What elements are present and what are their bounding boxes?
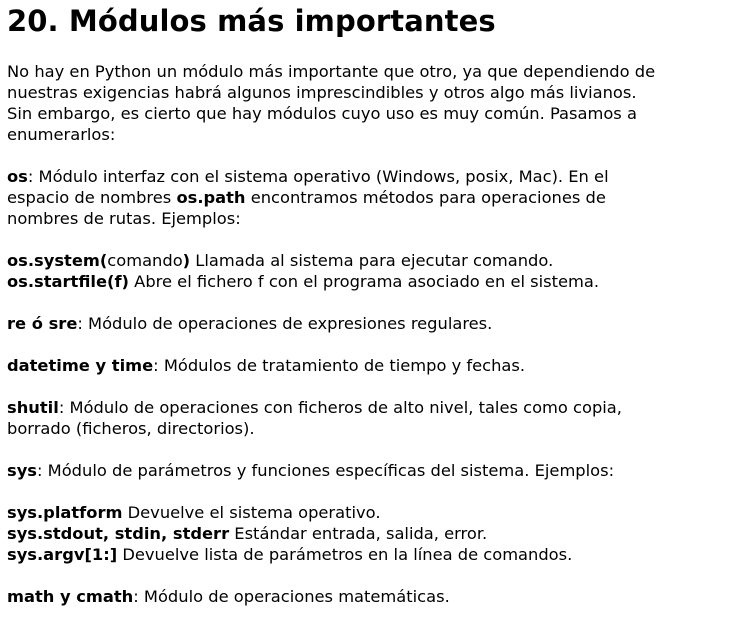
intro-line-3: Sin embargo, es cierto que hay módulos cuyo uso es muy común. Pasamos a xyxy=(7,104,637,123)
sys-module-name: sys xyxy=(7,461,37,480)
sys-paragraph xyxy=(7,460,739,481)
shutil-line-1-text: : Módulo de operaciones con ficheros de alto nivel, tales como copia, xyxy=(58,398,622,417)
os-line-3: nombres de rutas. Ejemplos: xyxy=(7,209,241,228)
shutil-module-name: shutil xyxy=(7,398,59,417)
intro-line-1: No hay en Python un módulo más importante que otro, ya que dependiendo de xyxy=(7,62,656,81)
os-line-1 xyxy=(7,166,739,187)
os-startfile-bold: os.startfile(f) xyxy=(7,272,129,291)
math-module-name: math y cmath xyxy=(7,587,134,606)
re-paragraph xyxy=(7,313,739,334)
os-startfile-example xyxy=(7,271,739,292)
datetime-desc: : Módulos de tratamiento de tiempo y fechas. xyxy=(153,356,526,375)
os-line-2-pre: espacio de nombres xyxy=(7,188,177,207)
document-body xyxy=(7,61,739,628)
os-examples-paragraph xyxy=(7,250,739,292)
sys-line xyxy=(7,460,739,481)
intro-line-2: nuestras exigencias habrá algunos imprescindibles y otros algo más livianos. xyxy=(7,83,637,102)
datetime-paragraph xyxy=(7,355,739,376)
sys-argv-example xyxy=(7,544,739,565)
sys-desc: : Módulo de parámetros y funciones específicas del sistema. Ejemplos: xyxy=(37,461,615,480)
datetime-line xyxy=(7,355,739,376)
re-line xyxy=(7,313,739,334)
os-system-example xyxy=(7,250,739,271)
sys-std-example xyxy=(7,523,739,544)
sys-std-desc: Estándar entrada, salida, error. xyxy=(229,524,488,543)
os-startfile-desc: Abre el fichero f con el programa asociado en el sistema. xyxy=(129,272,600,291)
sys-argv-desc: Devuelve lista de parámetros en la línea de comandos. xyxy=(117,545,573,564)
re-module-name: re ó sre xyxy=(7,314,78,333)
intro-line-4: enumerarlos: xyxy=(7,125,116,144)
os-system-desc: Llamada al sistema para ejecutar comando. xyxy=(190,251,554,270)
os-line-2-post: encontramos métodos para operaciones de xyxy=(245,188,606,207)
shutil-paragraph xyxy=(7,397,739,439)
os-module-name: os xyxy=(7,167,28,186)
sys-argv-bold: sys.argv[1:] xyxy=(7,545,118,564)
shutil-line-1 xyxy=(7,397,739,418)
shutil-line-2: borrado (ficheros, directorios). xyxy=(7,419,255,438)
re-desc: : Módulo de operaciones de expresiones regulares. xyxy=(77,314,493,333)
os-line-1-text: : Módulo interfaz con el sistema operativo (Windows, posix, Mac). En el xyxy=(27,167,609,186)
math-paragraph xyxy=(7,586,739,607)
os-system-bold-b: ) xyxy=(182,251,191,270)
math-line xyxy=(7,586,739,607)
intro-paragraph xyxy=(7,61,739,145)
sys-platform-bold: sys.platform xyxy=(7,503,123,522)
math-desc: : Módulo de operaciones matemáticas. xyxy=(133,587,450,606)
sys-examples-paragraph xyxy=(7,502,739,565)
os-line-2 xyxy=(7,187,739,208)
os-system-arg: comando xyxy=(107,251,183,270)
os-path-name: os.path xyxy=(176,188,246,207)
sys-platform-desc: Devuelve el sistema operativo. xyxy=(122,503,381,522)
datetime-module-name: datetime y time xyxy=(7,356,154,375)
sys-platform-example xyxy=(7,502,739,523)
sys-std-bold: sys.stdout, stdin, stderr xyxy=(7,524,230,543)
os-paragraph xyxy=(7,166,739,229)
page-title: 20. Módulos más importantes xyxy=(7,4,496,38)
os-system-bold-a: os.system( xyxy=(7,251,108,270)
